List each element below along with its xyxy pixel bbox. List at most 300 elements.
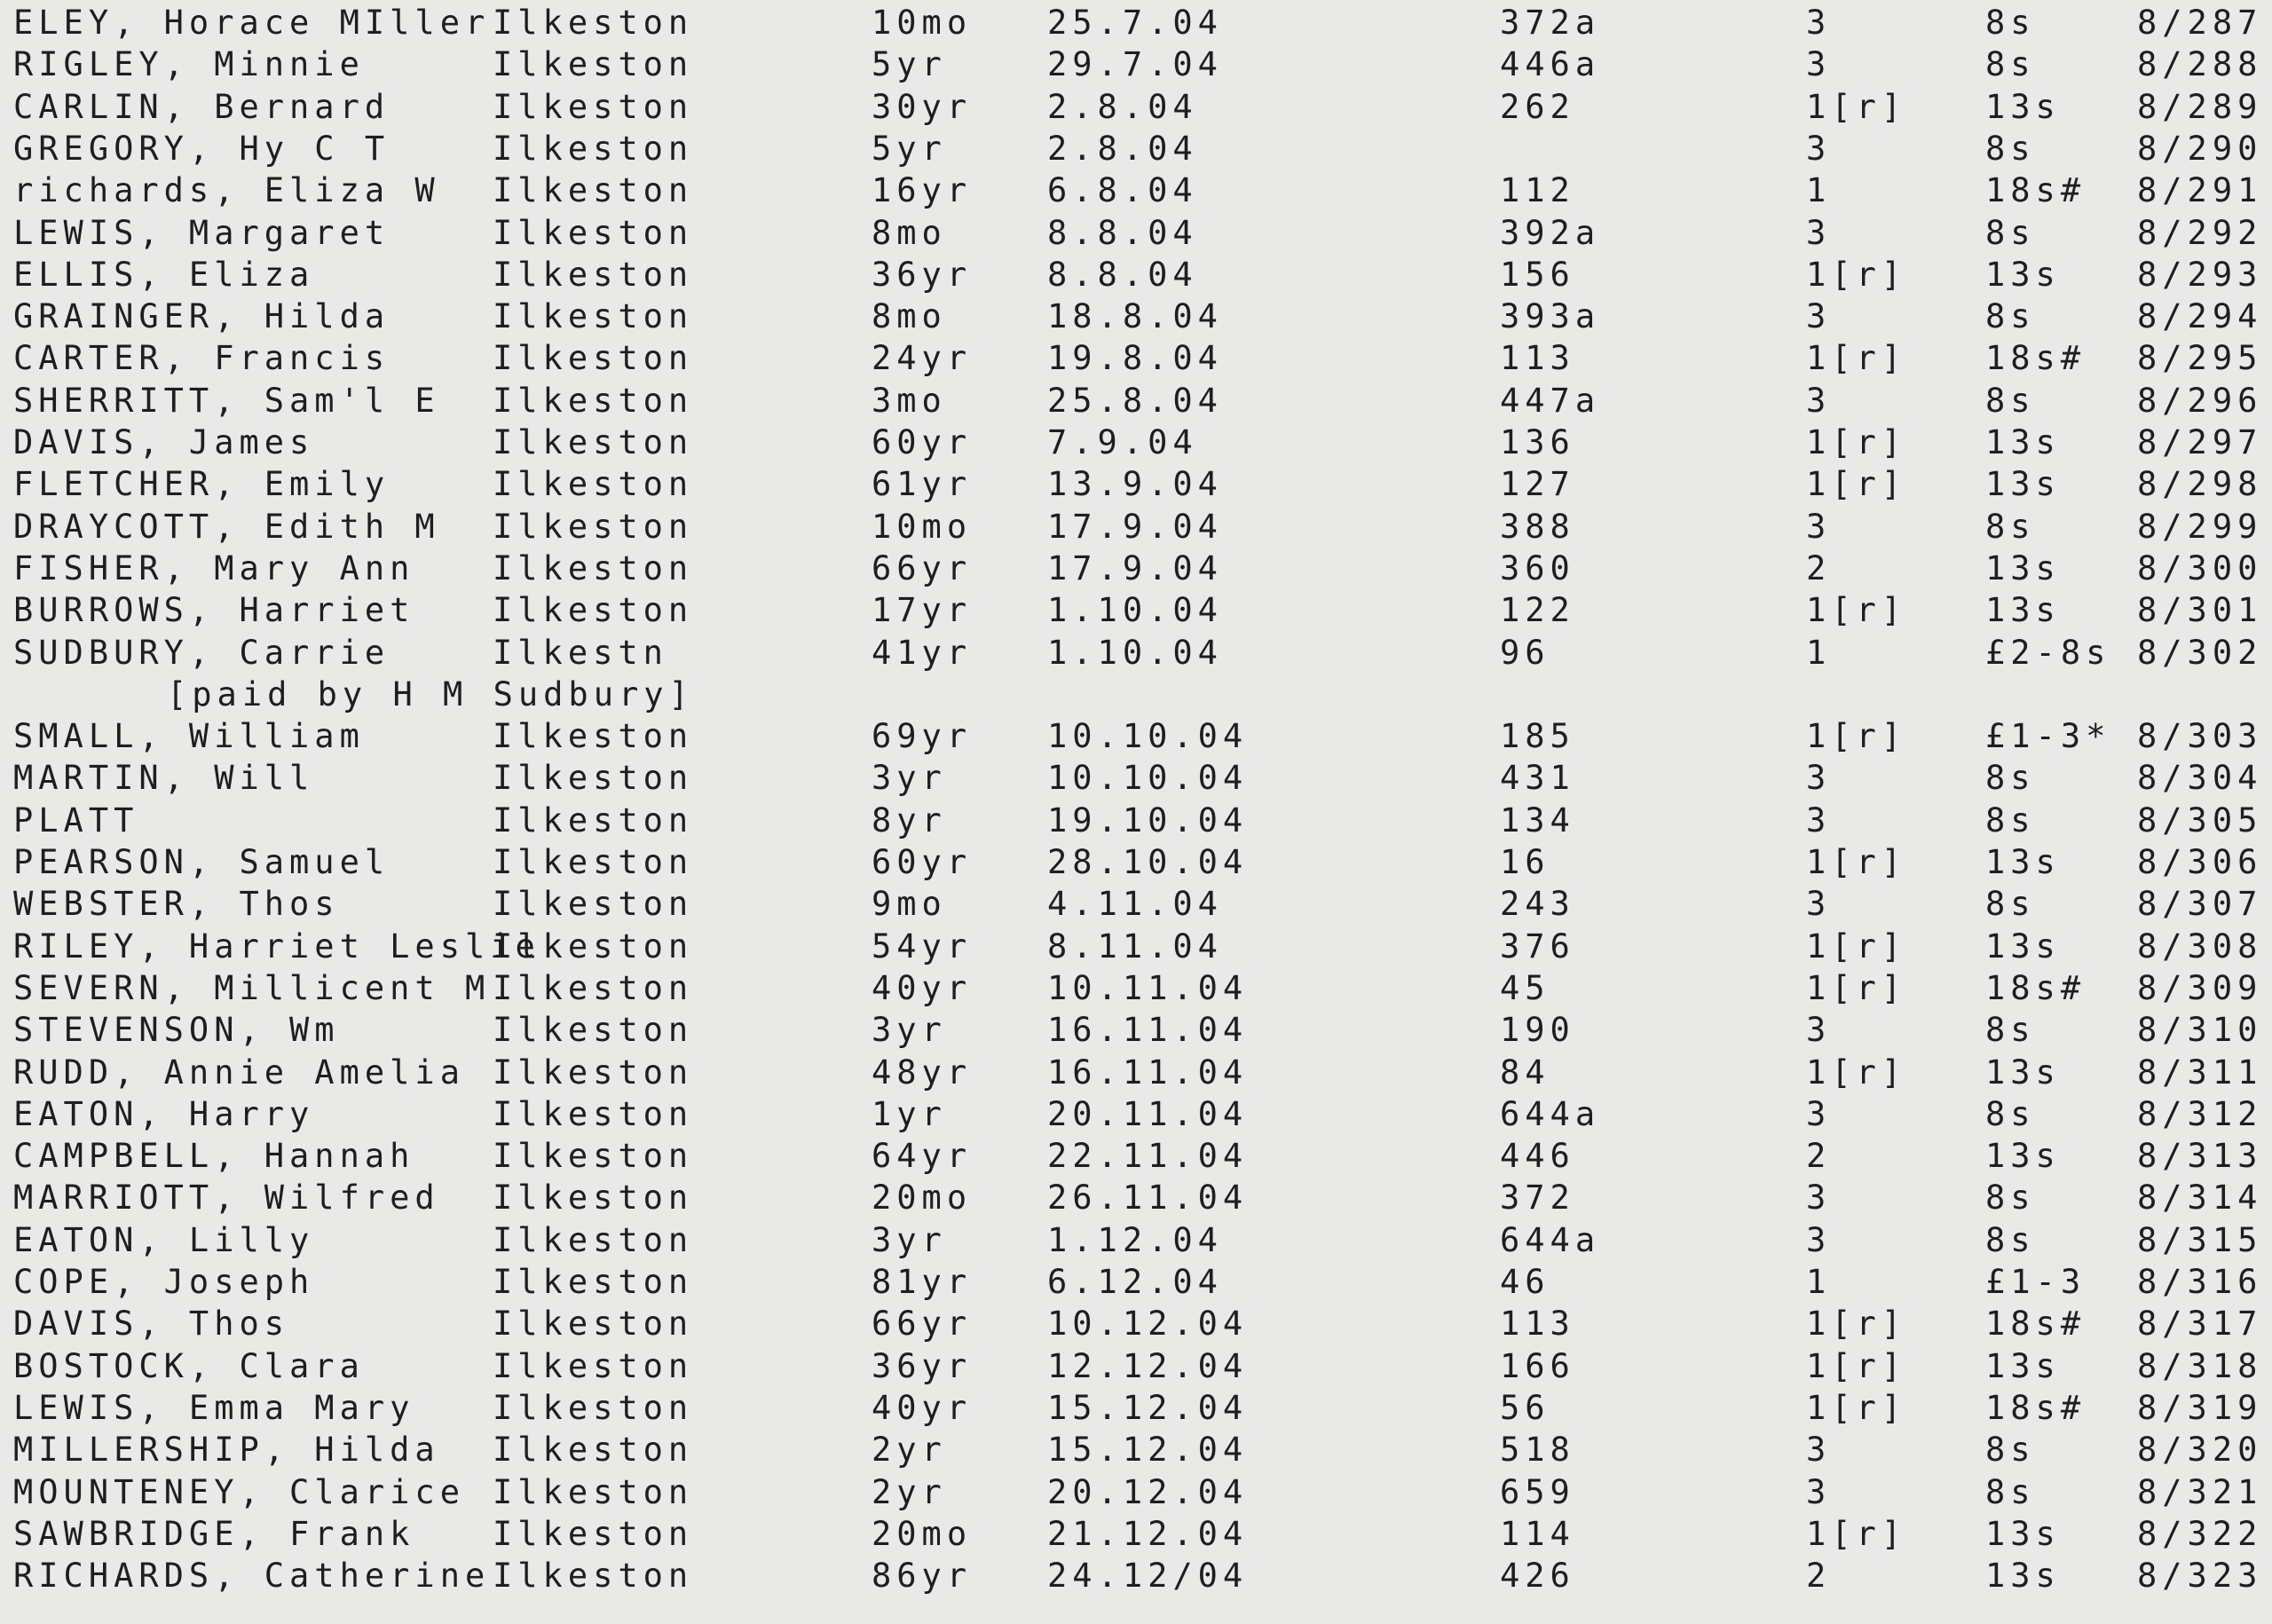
- entry-fee: 13s: [1985, 591, 2061, 630]
- entry-grave: 134: [1500, 800, 1575, 840]
- entry-grave: 114: [1500, 1514, 1575, 1553]
- entry-fee: 8s: [1985, 213, 2036, 252]
- entry-fee: 18s#: [1985, 968, 2087, 1007]
- register-row: [0, 1178, 2272, 1218]
- entry-place: Ilkeston: [493, 213, 694, 252]
- entry-grave: 447a: [1500, 381, 1601, 420]
- entry-place: Ilkeston: [493, 423, 694, 461]
- entry-place: Ilkeston: [493, 1431, 694, 1470]
- entry-ref: 8/293: [2137, 255, 2263, 294]
- entry-age: 8yr: [872, 800, 947, 840]
- entry-date: 16.11.04: [1047, 1052, 1249, 1092]
- register-row: [0, 129, 2272, 169]
- entry-grave: 243: [1500, 885, 1575, 924]
- entry-grave: 127: [1500, 465, 1575, 504]
- register-row: [0, 1052, 2272, 1093]
- entry-fee: 13s: [1985, 1052, 2061, 1092]
- entry-age: 8mo: [872, 213, 947, 252]
- entry-fee: 8s: [1985, 1094, 2036, 1133]
- entry-grave: 122: [1500, 591, 1575, 630]
- entry-class: 3: [1806, 1220, 1832, 1259]
- entry-class: 3: [1806, 885, 1832, 924]
- entry-name: DRAYCOTT, Edith M: [13, 507, 440, 546]
- entry-place: Ilkeston: [493, 1388, 694, 1427]
- entry-class: 3: [1806, 1011, 1832, 1050]
- entry-date: 10.10.04: [1047, 759, 1249, 798]
- entry-fee: 18s#: [1985, 1305, 2087, 1344]
- entry-place: Ilkeston: [493, 1557, 694, 1596]
- entry-ref: 8/310: [2137, 1011, 2263, 1050]
- entry-place: Ilkeston: [493, 45, 694, 84]
- entry-ref: 8/315: [2137, 1220, 2263, 1259]
- entry-age: 69yr: [872, 717, 973, 756]
- entry-age: 8mo: [872, 297, 947, 336]
- entry-class: 3: [1806, 4, 1832, 42]
- entry-place: Ilkeston: [493, 297, 694, 336]
- entry-place: Ilkeston: [493, 548, 694, 587]
- entry-fee: 8s: [1985, 1472, 2036, 1511]
- entry-place: Ilkeston: [493, 1472, 694, 1511]
- entry-ref: 8/312: [2137, 1094, 2263, 1133]
- register-row: [0, 87, 2272, 128]
- entry-date: 20.11.04: [1047, 1094, 1249, 1133]
- register-row: [0, 422, 2272, 463]
- entry-name: ELLIS, Eliza: [13, 255, 315, 294]
- entry-place: Ilkeston: [493, 1011, 694, 1050]
- entry-fee: 8s: [1985, 885, 2036, 924]
- entry-age: 81yr: [872, 1263, 973, 1301]
- entry-place: Ilkeston: [493, 4, 694, 42]
- entry-age: 17yr: [872, 591, 973, 630]
- entry-fee: 8s: [1985, 1431, 2036, 1470]
- entry-class: 1[r]: [1806, 87, 1907, 126]
- entry-date: 26.11.04: [1047, 1179, 1249, 1218]
- entry-age: 64yr: [872, 1137, 973, 1176]
- entry-place: Ilkeston: [493, 800, 694, 840]
- entry-ref: 8/295: [2137, 339, 2263, 378]
- entry-name: CARLIN, Bernard: [13, 87, 390, 126]
- entry-ref: 8/319: [2137, 1388, 2263, 1427]
- entry-place: Ilkeston: [493, 843, 694, 881]
- entry-class: 3: [1806, 297, 1832, 336]
- entry-fee: 8s: [1985, 1179, 2036, 1218]
- entry-ref: 8/294: [2137, 297, 2263, 336]
- entry-fee: 8s: [1985, 4, 2036, 42]
- entry-grave: 393a: [1500, 297, 1601, 336]
- entry-date: 21.12.04: [1047, 1514, 1249, 1553]
- entry-place: Ilkeston: [493, 1179, 694, 1218]
- entry-age: 61yr: [872, 465, 973, 504]
- entry-name: MOUNTENEY, Clarice: [13, 1472, 465, 1511]
- entry-ref: 8/289: [2137, 87, 2263, 126]
- register-row: [0, 1430, 2272, 1470]
- register-row: [0, 3, 2272, 43]
- entry-place: Ilkeston: [493, 1263, 694, 1301]
- entry-grave: 659: [1500, 1472, 1575, 1511]
- entry-grave: 518: [1500, 1431, 1575, 1470]
- entry-fee: 8s: [1985, 507, 2036, 546]
- entry-name: LEWIS, Emma Mary: [13, 1388, 415, 1427]
- register-row: [0, 1556, 2272, 1596]
- entry-grave: 16: [1500, 843, 1550, 881]
- entry-class: 1[r]: [1806, 423, 1907, 461]
- entry-place: Ilkeston: [493, 255, 694, 294]
- entry-age: 10mo: [872, 4, 973, 42]
- entry-place: Ilkeston: [493, 1052, 694, 1092]
- entry-grave: 136: [1500, 423, 1575, 461]
- entry-grave: 185: [1500, 717, 1575, 756]
- entry-fee: 13s: [1985, 1137, 2061, 1176]
- register-row: [0, 633, 2272, 674]
- entry-age: 3mo: [872, 381, 947, 420]
- entry-fee: £2-8s: [1985, 633, 2111, 672]
- entry-class: 1: [1806, 1263, 1832, 1301]
- register-row: [0, 255, 2272, 296]
- entry-ref: 8/308: [2137, 926, 2263, 966]
- entry-date: 6.12.04: [1047, 1263, 1223, 1301]
- entry-place: Ilkeston: [493, 759, 694, 798]
- entry-class: 1[r]: [1806, 1052, 1907, 1092]
- register-row: [0, 213, 2272, 254]
- entry-name: BOSTOCK, Clara: [13, 1346, 365, 1385]
- entry-place: Ilkeston: [493, 885, 694, 924]
- entry-grave: 644a: [1500, 1094, 1601, 1133]
- entry-ref: 8/318: [2137, 1346, 2263, 1385]
- entry-date: 20.12.04: [1047, 1472, 1249, 1511]
- entry-date: 2.8.04: [1047, 129, 1198, 168]
- entry-ref: 8/311: [2137, 1052, 2263, 1092]
- entry-class: 3: [1806, 1472, 1832, 1511]
- entry-age: 48yr: [872, 1052, 973, 1092]
- entry-place: Ilkeston: [493, 717, 694, 756]
- entry-name: STEVENSON, Wm: [13, 1011, 340, 1050]
- entry-class: 1[r]: [1806, 843, 1907, 881]
- entry-note: [paid by H M Sudbury]: [167, 674, 694, 713]
- register-row: [0, 758, 2272, 799]
- entry-age: 9mo: [872, 885, 947, 924]
- entry-date: 10.10.04: [1047, 717, 1249, 756]
- entry-grave: 113: [1500, 1305, 1575, 1344]
- entry-grave: 392a: [1500, 213, 1601, 252]
- entry-name: DAVIS, Thos: [13, 1305, 290, 1344]
- entry-fee: 13s: [1985, 1557, 2061, 1596]
- entry-date: 7.9.04: [1047, 423, 1198, 461]
- register-row: [0, 1388, 2272, 1429]
- entry-fee: 13s: [1985, 1346, 2061, 1385]
- entry-age: 3yr: [872, 1011, 947, 1050]
- entry-date: 1.12.04: [1047, 1220, 1223, 1259]
- entry-age: 20mo: [872, 1514, 973, 1553]
- entry-class: 3: [1806, 45, 1832, 84]
- entry-class: 1[r]: [1806, 926, 1907, 966]
- entry-class: 2: [1806, 1557, 1832, 1596]
- entry-class: 1[r]: [1806, 717, 1907, 756]
- entry-date: 25.7.04: [1047, 4, 1223, 42]
- entry-place: Ilkestn: [493, 633, 668, 672]
- entry-name: RICHARDS, Catherine: [13, 1557, 491, 1596]
- entry-age: 41yr: [872, 633, 973, 672]
- entry-age: 86yr: [872, 1557, 973, 1596]
- entry-fee: 13s: [1985, 548, 2061, 587]
- entry-name: GREGORY, Hy C T: [13, 129, 390, 168]
- entry-ref: 8/299: [2137, 507, 2263, 546]
- entry-name: SAWBRIDGE, Frank: [13, 1514, 415, 1553]
- entry-age: 36yr: [872, 1346, 973, 1385]
- entry-class: 3: [1806, 381, 1832, 420]
- entry-class: 3: [1806, 759, 1832, 798]
- entry-class: 1[r]: [1806, 339, 1907, 378]
- entry-ref: 8/306: [2137, 843, 2263, 881]
- entry-age: 40yr: [872, 1388, 973, 1427]
- entry-age: 3yr: [872, 759, 947, 798]
- entry-ref: 8/290: [2137, 129, 2263, 168]
- register-row: [0, 44, 2272, 85]
- entry-age: 30yr: [872, 87, 973, 126]
- entry-fee: 18s#: [1985, 171, 2087, 210]
- entry-date: 10.11.04: [1047, 968, 1249, 1007]
- entry-place: Ilkeston: [493, 1137, 694, 1176]
- entry-ref: 8/291: [2137, 171, 2263, 210]
- entry-place: Ilkeston: [493, 1305, 694, 1344]
- entry-grave: 446a: [1500, 45, 1601, 84]
- entry-date: 19.8.04: [1047, 339, 1223, 378]
- entry-ref: 8/301: [2137, 591, 2263, 630]
- entry-place: Ilkeston: [493, 339, 694, 378]
- entry-age: 3yr: [872, 1220, 947, 1259]
- entry-ref: 8/317: [2137, 1305, 2263, 1344]
- entry-name: PLATT: [13, 800, 139, 840]
- entry-name: RUDD, Annie Amelia: [13, 1052, 465, 1092]
- entry-date: 17.9.04: [1047, 507, 1223, 546]
- entry-grave: 46: [1500, 1263, 1550, 1301]
- entry-ref: 8/287: [2137, 4, 2263, 42]
- entry-name: EATON, Lilly: [13, 1220, 315, 1259]
- register-row: [0, 464, 2272, 505]
- entry-fee: 8s: [1985, 800, 2036, 840]
- entry-date: 4.11.04: [1047, 885, 1223, 924]
- entry-age: 2yr: [872, 1431, 947, 1470]
- entry-class: 3: [1806, 507, 1832, 546]
- entry-place: Ilkeston: [493, 1094, 694, 1133]
- entry-fee: 8s: [1985, 381, 2036, 420]
- entry-class: 3: [1806, 1094, 1832, 1133]
- entry-place: Ilkeston: [493, 87, 694, 126]
- entry-ref: 8/298: [2137, 465, 2263, 504]
- entry-date: 28.10.04: [1047, 843, 1249, 881]
- entry-date: 8.8.04: [1047, 255, 1198, 294]
- entry-ref: 8/314: [2137, 1179, 2263, 1218]
- entry-date: 22.11.04: [1047, 1137, 1249, 1176]
- entry-place: Ilkeston: [493, 381, 694, 420]
- entry-age: 36yr: [872, 255, 973, 294]
- entry-fee: 8s: [1985, 1220, 2036, 1259]
- entry-place: Ilkeston: [493, 591, 694, 630]
- entry-name: WEBSTER, Thos: [13, 885, 340, 924]
- entry-fee: 8s: [1985, 45, 2036, 84]
- entry-fee: 13s: [1985, 423, 2061, 461]
- entry-name: MILLERSHIP, Hilda: [13, 1431, 440, 1470]
- entry-name: MARTIN, Will: [13, 759, 315, 798]
- entry-date: 29.7.04: [1047, 45, 1223, 84]
- entry-fee: 8s: [1985, 297, 2036, 336]
- entry-class: 1: [1806, 171, 1832, 210]
- entry-grave: 431: [1500, 759, 1575, 798]
- register-row: [0, 716, 2272, 757]
- entry-ref: 8/309: [2137, 968, 2263, 1007]
- register-row: [0, 1094, 2272, 1135]
- entry-ref: 8/300: [2137, 548, 2263, 587]
- entry-date: 24.12/04: [1047, 1557, 1249, 1596]
- entry-age: 2yr: [872, 1472, 947, 1511]
- entry-fee: 13s: [1985, 255, 2061, 294]
- entry-grave: 84: [1500, 1052, 1550, 1092]
- entry-date: 8.8.04: [1047, 213, 1198, 252]
- register-row: [0, 170, 2272, 211]
- register-row: [0, 507, 2272, 548]
- entry-grave: 45: [1500, 968, 1550, 1007]
- entry-fee: 18s#: [1985, 1388, 2087, 1427]
- register-row: [0, 338, 2272, 379]
- entry-class: 1[r]: [1806, 255, 1907, 294]
- register-row: [0, 590, 2272, 631]
- register-row: [0, 1262, 2272, 1303]
- entry-ref: 8/313: [2137, 1137, 2263, 1176]
- entry-name: ELEY, Horace MIller: [13, 4, 491, 42]
- entry-age: 5yr: [872, 45, 947, 84]
- entry-place: Ilkeston: [493, 1220, 694, 1259]
- entry-ref: 8/302: [2137, 633, 2263, 672]
- entry-date: 8.11.04: [1047, 926, 1223, 966]
- entry-fee: 8s: [1985, 759, 2036, 798]
- register-row: [0, 884, 2272, 925]
- entry-fee: 8s: [1985, 1011, 2036, 1050]
- entry-age: 54yr: [872, 926, 973, 966]
- register-row: [0, 842, 2272, 883]
- entry-place: Ilkeston: [493, 465, 694, 504]
- entry-age: 5yr: [872, 129, 947, 168]
- entry-date: 12.12.04: [1047, 1346, 1249, 1385]
- entry-class: 1[r]: [1806, 1388, 1907, 1427]
- register-row: [0, 548, 2272, 589]
- register-row: [0, 381, 2272, 422]
- entry-grave: 376: [1500, 926, 1575, 966]
- entry-name: RILEY, Harriet Leslie: [13, 926, 540, 966]
- entry-name: richards, Eliza W: [13, 171, 440, 210]
- entry-grave: 446: [1500, 1137, 1575, 1176]
- entry-age: 24yr: [872, 339, 973, 378]
- entry-grave: 96: [1500, 633, 1550, 672]
- entry-ref: 8/316: [2137, 1263, 2263, 1301]
- entry-ref: 8/297: [2137, 423, 2263, 461]
- entry-date: 18.8.04: [1047, 297, 1223, 336]
- entry-name: BURROWS, Harriet: [13, 591, 415, 630]
- entry-grave: 156: [1500, 255, 1575, 294]
- entry-class: 1[r]: [1806, 968, 1907, 1007]
- entry-ref: 8/292: [2137, 213, 2263, 252]
- entry-name: COPE, Joseph: [13, 1263, 315, 1301]
- entry-ref: 8/321: [2137, 1472, 2263, 1511]
- entry-ref: 8/323: [2137, 1557, 2263, 1596]
- entry-date: 13.9.04: [1047, 465, 1223, 504]
- entry-class: 1[r]: [1806, 1346, 1907, 1385]
- entry-date: 10.12.04: [1047, 1305, 1249, 1344]
- entry-name: PEARSON, Samuel: [13, 843, 390, 881]
- entry-fee: 13s: [1985, 926, 2061, 966]
- entry-name: DAVIS, James: [13, 423, 315, 461]
- entry-age: 10mo: [872, 507, 973, 546]
- entry-class: 2: [1806, 1137, 1832, 1176]
- entry-ref: 8/320: [2137, 1431, 2263, 1470]
- entry-place: Ilkeston: [493, 968, 694, 1007]
- entry-class: 3: [1806, 800, 1832, 840]
- entry-class: 2: [1806, 548, 1832, 587]
- entry-ref: 8/296: [2137, 381, 2263, 420]
- entry-name: SMALL, William: [13, 717, 365, 756]
- register-row: [0, 800, 2272, 841]
- entry-ref: 8/288: [2137, 45, 2263, 84]
- entry-grave: 388: [1500, 507, 1575, 546]
- entry-class: 1[r]: [1806, 1305, 1907, 1344]
- entry-class: 3: [1806, 129, 1832, 168]
- entry-place: Ilkeston: [493, 1346, 694, 1385]
- entry-name: CAMPBELL, Hannah: [13, 1137, 415, 1176]
- register-row: [0, 968, 2272, 1009]
- entry-fee: 13s: [1985, 843, 2061, 881]
- entry-name: EATON, Harry: [13, 1094, 315, 1133]
- entry-ref: 8/303: [2137, 717, 2263, 756]
- entry-name: MARRIOTT, Wilfred: [13, 1179, 440, 1218]
- entry-ref: 8/304: [2137, 759, 2263, 798]
- entry-name: FLETCHER, Emily: [13, 465, 390, 504]
- entry-grave: 112: [1500, 171, 1575, 210]
- entry-ref: 8/322: [2137, 1514, 2263, 1553]
- entry-name: SUDBURY, Carrie: [13, 633, 390, 672]
- entry-grave: 360: [1500, 548, 1575, 587]
- entry-date: 15.12.04: [1047, 1388, 1249, 1427]
- entry-date: 1.10.04: [1047, 633, 1223, 672]
- entry-age: 20mo: [872, 1179, 973, 1218]
- entry-fee: 8s: [1985, 129, 2036, 168]
- entry-place: Ilkeston: [493, 926, 694, 966]
- entry-class: 1[r]: [1806, 465, 1907, 504]
- entry-grave: 644a: [1500, 1220, 1601, 1259]
- register-row: [0, 1472, 2272, 1513]
- entry-fee: 13s: [1985, 465, 2061, 504]
- entry-grave: 166: [1500, 1346, 1575, 1385]
- register-row: [0, 1220, 2272, 1261]
- entry-class: 1: [1806, 633, 1832, 672]
- entry-grave: 372a: [1500, 4, 1601, 42]
- register-row: [0, 1010, 2272, 1051]
- entry-date: 2.8.04: [1047, 87, 1198, 126]
- entry-name: GRAINGER, Hilda: [13, 297, 390, 336]
- entry-fee: £1-3: [1985, 1263, 2087, 1301]
- entry-fee: 18s#: [1985, 339, 2087, 378]
- register-row: [0, 1514, 2272, 1555]
- entry-date: 1.10.04: [1047, 591, 1223, 630]
- entry-ref: 8/305: [2137, 800, 2263, 840]
- entry-age: 66yr: [872, 548, 973, 587]
- register-row: [0, 296, 2272, 337]
- entry-ref: 8/307: [2137, 885, 2263, 924]
- entry-date: 6.8.04: [1047, 171, 1198, 210]
- entry-grave: 56: [1500, 1388, 1550, 1427]
- entry-fee: £1-3*: [1985, 717, 2111, 756]
- entry-fee: 13s: [1985, 87, 2061, 126]
- entry-grave: 113: [1500, 339, 1575, 378]
- entry-date: 16.11.04: [1047, 1011, 1249, 1050]
- entry-grave: 426: [1500, 1557, 1575, 1596]
